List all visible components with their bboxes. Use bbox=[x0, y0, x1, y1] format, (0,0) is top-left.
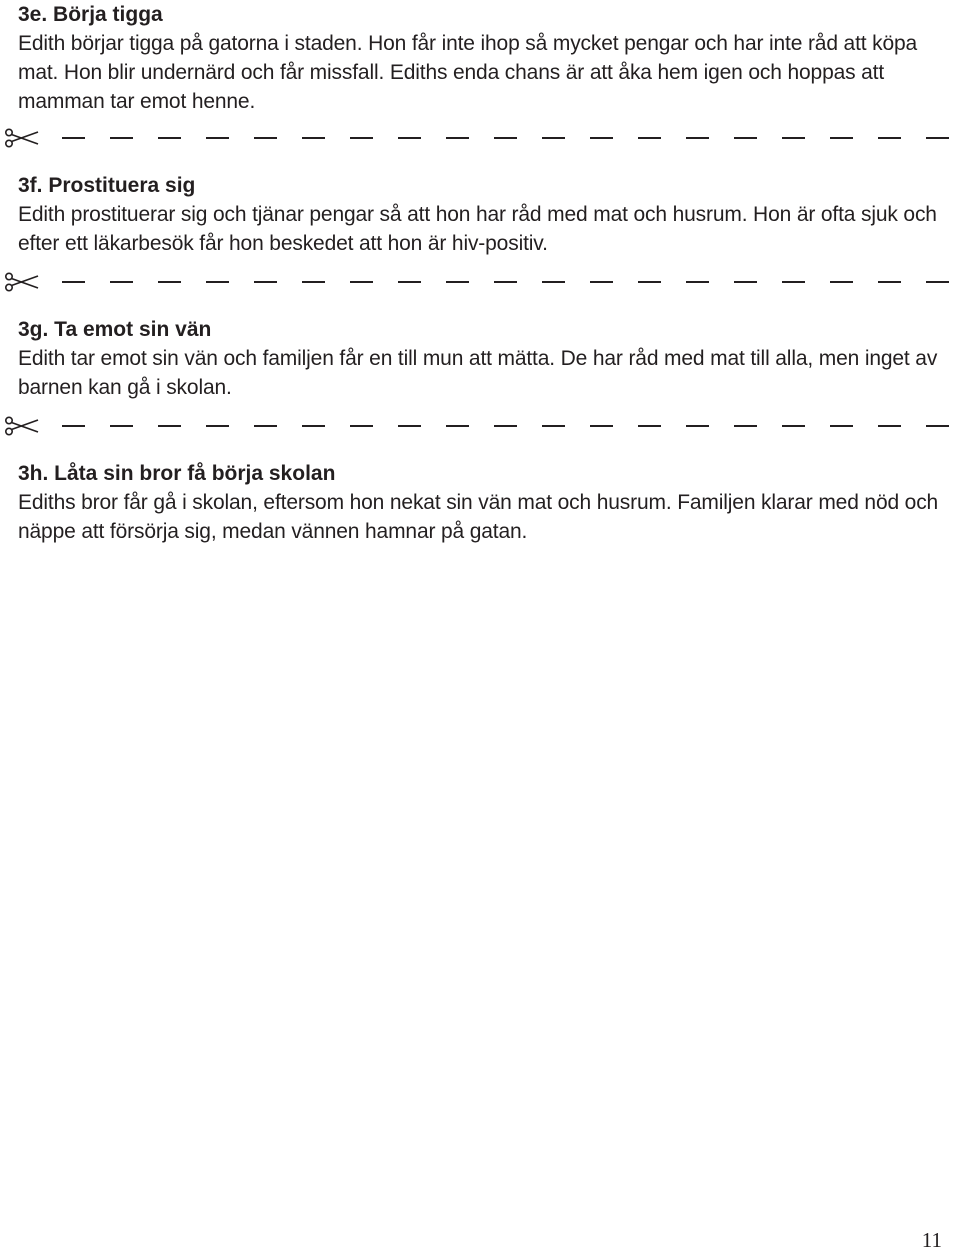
card-heading: 3g. Ta emot sin vän bbox=[18, 318, 212, 341]
card-3h bbox=[18, 459, 948, 546]
cut-line bbox=[0, 126, 960, 150]
scissors-icon bbox=[6, 129, 38, 146]
cut-line bbox=[0, 270, 960, 294]
card-3g bbox=[18, 315, 948, 402]
card-text: Edith tar emot sin vän och familjen får en till mun att mätta. De har råd med mat till alla, men inget av barnen kan gå i skolan. bbox=[18, 347, 938, 399]
card-3f bbox=[18, 171, 948, 258]
card-heading: 3f. Prostituera sig bbox=[18, 174, 196, 197]
scissors-icon bbox=[6, 273, 38, 290]
card-3e bbox=[18, 0, 948, 116]
scissors-icon bbox=[6, 417, 38, 434]
card-heading: 3h. Låta sin bror få börja skolan bbox=[18, 462, 336, 485]
cut-line bbox=[0, 414, 960, 438]
card-heading: 3e. Börja tigga bbox=[18, 3, 163, 26]
card-text: Edith börjar tigga på gatorna i staden. Hon får inte ihop så mycket pengar och har inte råd att köpa mat. Hon blir undernärd och får missfall. Ediths enda chans är att åka hem igen och hoppas att mamman tar emot henne. bbox=[18, 32, 918, 113]
page-number: 11 bbox=[921, 1228, 942, 1252]
card-text: Edith prostituerar sig och tjänar pengar så att hon har råd med mat och husrum. Hon är ofta sjuk och efter ett läkarbesök får hon beskedet att hon är hiv-positiv. bbox=[18, 203, 937, 255]
card-text: Ediths bror får gå i skolan, eftersom hon nekat sin vän mat och husrum. Familjen klarar med nöd och näppe att försörja sig, medan vännen hamnar på gatan. bbox=[18, 491, 939, 543]
